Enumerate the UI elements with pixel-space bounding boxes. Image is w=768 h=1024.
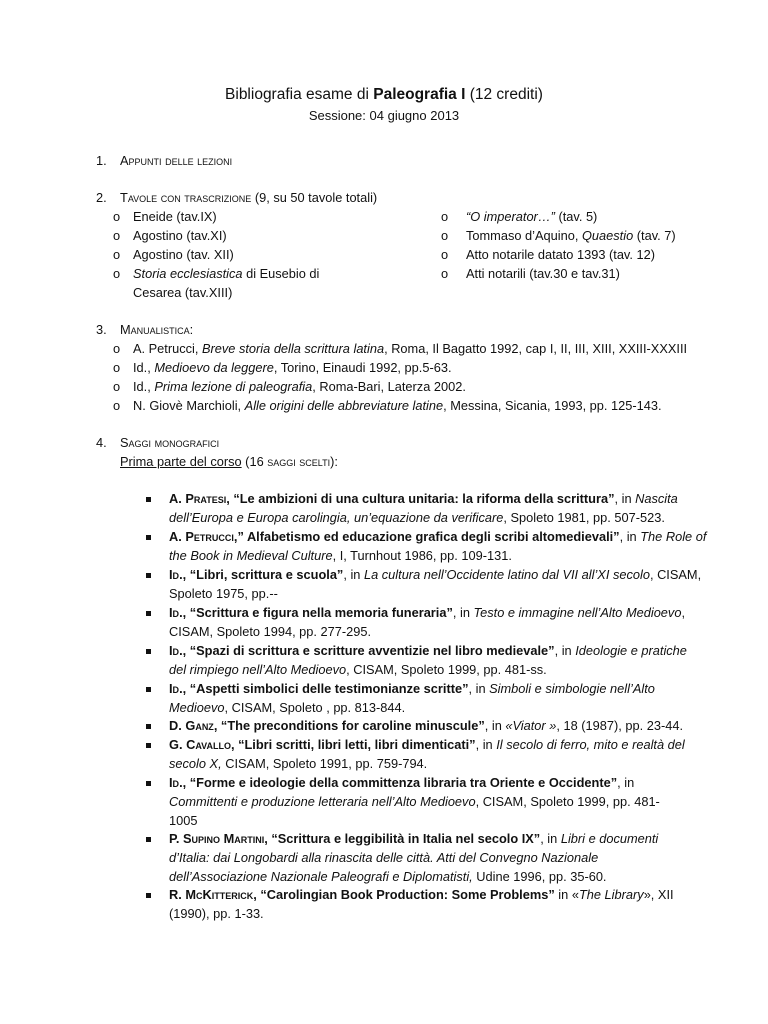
- saggio-text-run: Ideologie e pratiche: [575, 643, 687, 658]
- saggio-text-run: ,: [681, 605, 686, 620]
- bullet-marker: o: [113, 228, 121, 243]
- manual-author: Id.,: [133, 360, 155, 375]
- manual-details: , Messina, Sicania, 1993, pp. 125-143.: [443, 398, 662, 413]
- tavola-item-text: (tav. 5): [554, 209, 598, 224]
- bullet-marker: o: [113, 209, 121, 224]
- section-2-heading: Tavole con trascrizione: [120, 190, 252, 205]
- tavola-item-continuation: Cesarea (tav.XIII): [133, 285, 233, 300]
- square-bullet: [146, 781, 151, 786]
- saggio-text-run: A.: [169, 491, 186, 506]
- saggio-text-run: The Role of: [640, 529, 707, 544]
- saggio-text-run: dell’Europa e Europa carolingia, un’equazione da verificare: [169, 510, 504, 525]
- saggio-line: [169, 662, 547, 677]
- saggio-text-run: Ganz: [185, 718, 214, 733]
- saggio-text-run: Id: [169, 605, 180, 620]
- saggio-text-run: , “The preconditions for caroline minuscule”: [213, 718, 485, 733]
- section-4-number: 4.: [96, 435, 107, 450]
- saggio-text-run: P.: [169, 831, 183, 846]
- saggio-text-run: 1005: [169, 813, 198, 828]
- saggio-text-run: A.: [169, 529, 186, 544]
- tavola-item: Agostino (tav. XII): [133, 247, 234, 262]
- saggio-text-run: R.: [169, 887, 186, 902]
- manual-item: [133, 360, 452, 375]
- manual-details: , Torino, Einaudi 1992, pp.5-63.: [273, 360, 452, 375]
- saggio-text-run: ., “Scrittura e figura nella memoria funeraria”: [179, 605, 453, 620]
- section-2-number: 2.: [96, 190, 107, 205]
- saggio-text-run: , Spoleto 1981, pp. 507-523.: [503, 510, 665, 525]
- document-title: [0, 86, 768, 104]
- prima-parte-open: (: [241, 454, 250, 469]
- tavola-item: [466, 228, 676, 243]
- square-bullet: [146, 535, 151, 540]
- saggio-text-run: del rimpiego nell’Alto Medioevo: [169, 662, 347, 677]
- saggio-text-run: , I, Turnhout 1986, pp. 109-131.: [332, 548, 512, 563]
- tavola-item-italic: Storia ecclesiastica: [133, 266, 243, 281]
- tavola-item-italic: Quaestio: [581, 228, 634, 243]
- prima-parte-close: ):: [330, 454, 338, 469]
- saggio-text-run: ., “Libri, scrittura e scuola”: [179, 567, 344, 582]
- manual-title: Breve storia della scrittura latina: [201, 341, 385, 356]
- saggio-line: [169, 643, 687, 658]
- saggio-text-run: , CISAM, Spoleto 1999, pp. 481-: [475, 794, 660, 809]
- saggio-text-run: Pratesi: [185, 491, 227, 506]
- prima-parte-heading: [120, 454, 338, 469]
- tavola-item: Atti notarili (tav.30 e tav.31): [466, 266, 620, 281]
- title-prefix: Bibliografia esame di: [225, 86, 374, 103]
- manual-title: Prima lezione di paleografia: [154, 379, 313, 394]
- saggio-text-run: , in: [475, 737, 497, 752]
- bullet-marker: o: [113, 247, 121, 262]
- tavola-item-text: (tav. 7): [633, 228, 676, 243]
- square-bullet: [146, 743, 151, 748]
- square-bullet: [146, 497, 151, 502]
- bullet-marker: o: [113, 379, 121, 394]
- tavola-item: [133, 266, 319, 281]
- saggio-text-run: Udine 1996, pp. 35-60.: [472, 869, 607, 884]
- bullet-marker: o: [113, 360, 121, 375]
- section-1-heading: Appunti delle lezioni: [120, 153, 233, 168]
- saggio-line: [169, 737, 685, 752]
- saggio-line: [169, 718, 683, 733]
- saggio-line: [169, 624, 371, 639]
- saggio-text-run: , in: [619, 529, 641, 544]
- manual-author: Id.,: [133, 379, 155, 394]
- saggio-text-run: Petrucci: [185, 529, 234, 544]
- saggio-line: [169, 491, 678, 506]
- manual-details: , Roma, Il Bagatto 1992, cap I, II, III, XIII, XXIII-XXXIII: [384, 341, 688, 356]
- saggio-text-run: ., “Aspetti simbolici delle testimonianze scritte”: [179, 681, 469, 696]
- saggio-text-run: , in: [614, 491, 636, 506]
- saggio-line: [169, 887, 674, 902]
- bullet-marker: o: [441, 209, 449, 224]
- saggio-text-run: CISAM, Spoleto 1994, pp. 277-295.: [169, 624, 372, 639]
- manual-author: N. Giovè Marchioli,: [133, 398, 245, 413]
- saggio-line: [169, 700, 405, 715]
- manual-author: A. Petrucci,: [133, 341, 202, 356]
- saggio-text-run: , CISAM, Spoleto , pp. 813-844.: [224, 700, 406, 715]
- saggio-text-run: Id: [169, 643, 180, 658]
- saggio-text-run: the Book in Medieval Culture: [169, 548, 333, 563]
- saggio-text-run: Testo e immagine nell’Alto Medioevo: [473, 605, 682, 620]
- title-suffix: (12 crediti): [465, 86, 543, 103]
- saggio-text-run: , in: [343, 567, 364, 582]
- saggio-text-run: ., “Spazi di scrittura e scritture avventizie nel libro medievale”: [179, 643, 555, 658]
- saggio-text-run: Nascita: [635, 491, 678, 506]
- saggio-line: [169, 529, 706, 544]
- saggio-text-run: , “Le ambizioni di una cultura unitaria: la riforma della scrittura”: [226, 491, 615, 506]
- saggio-text-run: Id: [169, 567, 180, 582]
- saggio-text-run: Libri e documenti: [560, 831, 659, 846]
- saggio-text-run: Committenti e produzione letteraria nell’Alto Medioevo: [169, 794, 476, 809]
- saggio-text-run: , CISAM,: [649, 567, 702, 582]
- manual-item: [133, 398, 662, 413]
- saggio-line: [169, 586, 278, 601]
- saggio-text-run: «Viator »: [505, 718, 557, 733]
- tavola-item-sep: ,: [574, 228, 582, 243]
- saggio-text-run: secolo X,: [169, 756, 222, 771]
- manual-item: [133, 379, 466, 394]
- saggio-text-run: , in: [452, 605, 474, 620]
- saggio-line: [169, 605, 685, 620]
- saggio-line: [169, 756, 427, 771]
- section-4-heading: Saggi monografici: [120, 435, 220, 450]
- bullet-marker: o: [441, 247, 449, 262]
- prima-parte-label: Prima parte del corso: [120, 454, 242, 469]
- section-1-number: 1.: [96, 153, 107, 168]
- saggio-text-run: in «: [554, 887, 579, 902]
- saggio-text-run: , in: [540, 831, 561, 846]
- manual-title: Alle origini delle abbreviature latine: [244, 398, 444, 413]
- saggio-text-run: ., “Forme e ideologie della committenza libraria tra Oriente e Occidente”: [179, 775, 618, 790]
- saggio-text-run: Il secolo di ferro, mito e realtà del: [496, 737, 685, 752]
- tavola-item: [466, 209, 597, 224]
- saggio-text-run: », XII: [643, 887, 674, 902]
- saggio-text-run: The Library: [578, 887, 644, 902]
- manual-details: , Roma-Bari, Laterza 2002.: [312, 379, 466, 394]
- tavola-item: Agostino (tav.XI): [133, 228, 227, 243]
- saggio-line: [169, 869, 607, 884]
- square-bullet: [146, 649, 151, 654]
- square-bullet: [146, 893, 151, 898]
- bullet-marker: o: [113, 398, 121, 413]
- bullet-marker: o: [441, 228, 449, 243]
- saggio-text-run: , CISAM, Spoleto 1999, pp. 481-ss.: [346, 662, 547, 677]
- saggio-text-run: dell’Associazione Nazionale Paleografi e Diplomatisti,: [169, 869, 473, 884]
- square-bullet: [146, 724, 151, 729]
- tavola-item-text: di Eusebio di: [242, 266, 320, 281]
- saggio-text-run: Supino Martini: [183, 831, 265, 846]
- saggio-text-run: , in: [468, 681, 490, 696]
- saggio-text-run: Cavallo: [186, 737, 231, 752]
- saggio-line: [169, 510, 665, 525]
- saggio-line: [169, 548, 512, 563]
- session-date: Sessione: 04 giugno 2013: [308, 108, 460, 123]
- saggio-line: [169, 850, 598, 865]
- saggio-text-run: d’Italia: dai Longobardi alla rinascita delle città. Atti del Convegno Nazionale: [169, 850, 599, 865]
- bullet-marker: o: [113, 266, 121, 281]
- manual-title: Medioevo da leggere: [154, 360, 274, 375]
- square-bullet: [146, 687, 151, 692]
- saggio-text-run: , in: [617, 775, 635, 790]
- bullet-marker: o: [441, 266, 449, 281]
- square-bullet: [146, 611, 151, 616]
- title-subject: Paleografia I: [373, 86, 466, 103]
- tavola-item: Eneide (tav.IX): [133, 209, 217, 224]
- section-2-note: (9, su 50 tavole totali): [251, 190, 378, 205]
- saggio-line: [169, 794, 660, 809]
- saggio-text-run: , in: [554, 643, 576, 658]
- saggio-text-run: Id: [169, 775, 180, 790]
- section-3-heading: Manualistica:: [120, 322, 194, 337]
- saggio-line: [169, 775, 634, 790]
- saggio-text-run: CISAM, Spoleto 1991, pp. 759-794.: [221, 756, 428, 771]
- saggio-line: [169, 831, 658, 846]
- saggio-text-run: , “Scrittura e leggibilità in Italia nel secolo IX”: [264, 831, 541, 846]
- saggio-text-run: La cultura nell’Occidente latino dal VII all’XI secolo: [363, 567, 650, 582]
- tavola-item-italic: “O imperator…”: [466, 209, 555, 224]
- saggio-text-run: ,” Alfabetismo ed educazione grafica degli scribi altomedievali”: [233, 529, 620, 544]
- saggio-text-run: (1990), pp. 1-33.: [169, 906, 264, 921]
- tavola-item-author: Tommaso d’Aquino: [466, 228, 575, 243]
- saggio-text-run: , “Carolingian Book Production: Some Problems”: [253, 887, 555, 902]
- saggio-text-run: , 18 (1987), pp. 23-44.: [556, 718, 684, 733]
- saggio-text-run: Id: [169, 681, 180, 696]
- square-bullet: [146, 573, 151, 578]
- saggio-text-run: G.: [169, 737, 187, 752]
- bullet-marker: o: [113, 341, 121, 356]
- square-bullet: [146, 837, 151, 842]
- manual-item: [133, 341, 687, 356]
- saggio-text-run: Medioevo: [169, 700, 225, 715]
- saggio-line: [169, 906, 264, 921]
- saggio-line: [169, 681, 655, 696]
- saggio-text-run: Simboli e simbologie nell’Alto: [489, 681, 655, 696]
- section-2-heading-line: [120, 190, 377, 205]
- tavola-item: Atto notarile datato 1393 (tav. 12): [466, 247, 655, 262]
- saggio-line: [169, 813, 197, 828]
- section-3-number: 3.: [96, 322, 107, 337]
- saggio-text-run: D.: [169, 718, 186, 733]
- saggio-text-run: , in: [484, 718, 506, 733]
- saggio-text-run: , “Libri scritti, libri letti, libri dimenticati”: [230, 737, 476, 752]
- saggio-line: [169, 567, 701, 582]
- saggio-text-run: Spoleto 1975, pp.--: [169, 586, 278, 601]
- saggio-text-run: McKitterick: [185, 887, 254, 902]
- prima-parte-count: 16 saggi scelti: [249, 454, 331, 469]
